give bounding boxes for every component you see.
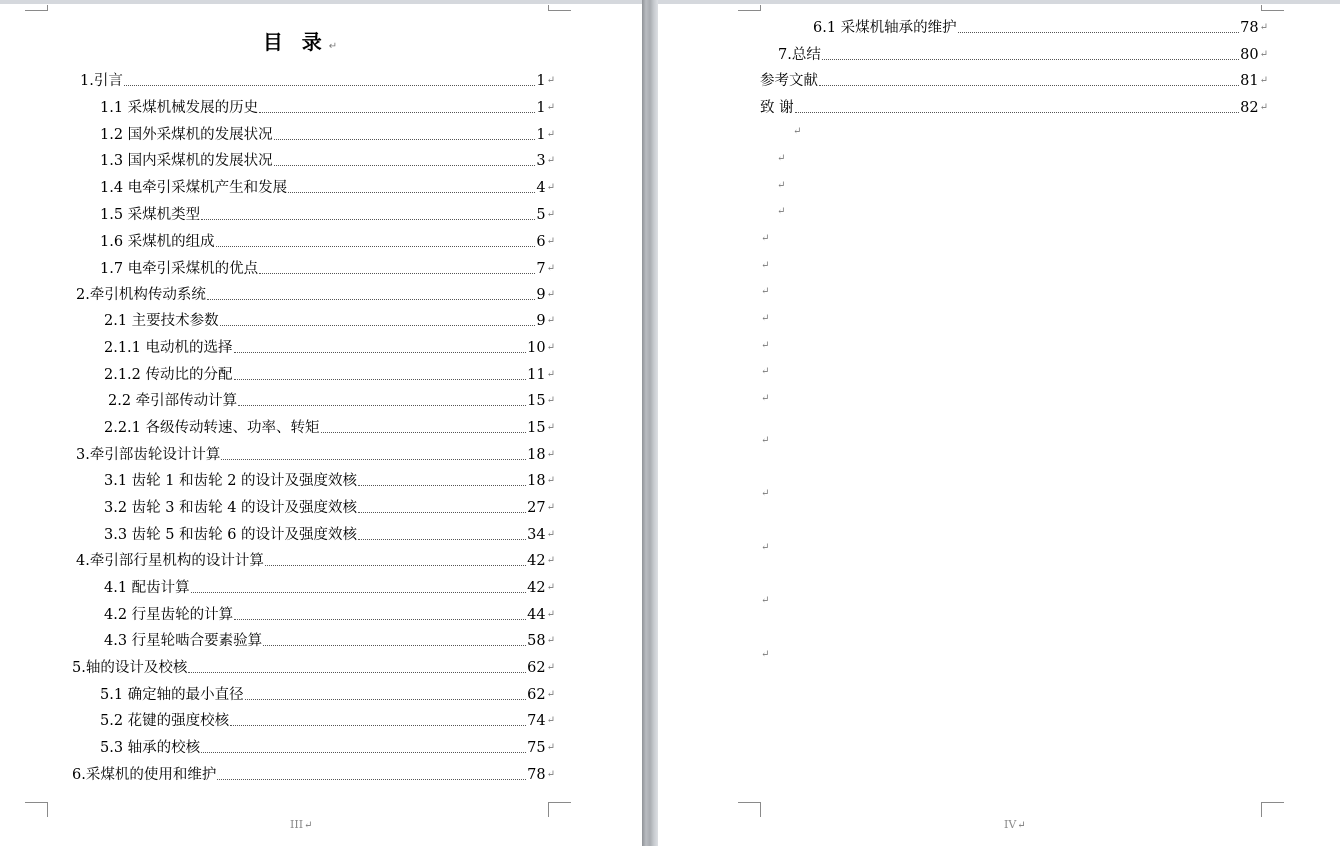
- toc-dot-leader: [188, 672, 526, 673]
- toc-entry-title: 1.3 国内采煤机的发展状况: [100, 153, 273, 169]
- paragraph-mark-icon: ↵: [546, 342, 555, 353]
- paragraph-mark-icon: ↵: [546, 129, 555, 140]
- toc-entry-title: 1.2 国外采煤机的发展状况: [100, 127, 273, 143]
- toc-entry-page: 44: [527, 607, 546, 623]
- footer-page-number: IV: [1004, 818, 1017, 831]
- toc-entry-title: 1.7 电牵引采煤机的优点: [100, 261, 259, 277]
- toc-entry[interactable]: [76, 285, 555, 305]
- toc-entry-title: 3.3 齿轮 5 和齿轮 6 的设计及强度效核: [104, 527, 358, 543]
- toc-entry-page: 62: [527, 687, 546, 703]
- paragraph-mark-icon: ↵: [304, 820, 313, 831]
- paragraph-mark-icon: ↵: [1017, 820, 1026, 831]
- toc-entry-page: 1: [536, 73, 546, 89]
- toc-entry-page: 3: [536, 153, 546, 169]
- paragraph-mark-icon: ↵: [761, 595, 770, 606]
- document-page-iii[interactable]: [0, 5, 642, 846]
- paragraph-mark-icon: ↵: [546, 369, 555, 380]
- toc-entry[interactable]: [72, 658, 555, 678]
- paragraph-mark-icon: ↵: [546, 529, 555, 540]
- toc-entry[interactable]: [813, 18, 1268, 38]
- toc-entry-title: 4.3 行星轮啮合要素验算: [104, 633, 263, 649]
- toc-dot-leader: [795, 112, 1240, 113]
- toc-entry[interactable]: [100, 151, 555, 171]
- toc-entry-title: 2.1 主要技术参数: [104, 313, 219, 329]
- toc-dot-leader: [230, 725, 526, 726]
- paragraph-mark-icon: ↵: [761, 260, 770, 271]
- toc-entry[interactable]: [104, 311, 555, 331]
- toc-entry-page: 6: [536, 234, 546, 250]
- toc-entry[interactable]: [100, 178, 555, 198]
- paragraph-mark-icon: ↵: [761, 286, 770, 297]
- toc-entry[interactable]: [104, 525, 555, 545]
- paragraph-mark-icon: ↵: [761, 366, 770, 377]
- paragraph-mark-icon: ↵: [546, 689, 555, 700]
- toc-dot-leader: [259, 112, 535, 113]
- toc-dot-leader: [221, 459, 526, 460]
- paragraph-mark-icon: ↵: [546, 662, 555, 673]
- toc-dot-leader: [321, 432, 527, 433]
- toc-entry[interactable]: [104, 605, 555, 625]
- toc-entry-title: 4.1 配齿计算: [104, 580, 190, 596]
- toc-dot-leader: [263, 645, 526, 646]
- footer-page-number: III: [290, 818, 304, 831]
- toc-entry-page: 7: [536, 261, 546, 277]
- toc-entry-page: 75: [527, 740, 546, 756]
- toc-entry[interactable]: [80, 71, 555, 91]
- toc-entry[interactable]: [778, 45, 1268, 65]
- toc-entry-page: 81: [1240, 73, 1259, 89]
- paragraph-mark-icon: ↵: [1259, 102, 1268, 113]
- paragraph-mark-icon: ↵: [546, 102, 555, 113]
- toc-dot-leader: [819, 85, 1239, 86]
- toc-entry-title: 2.1.1 电动机的选择: [104, 340, 233, 356]
- toc-entry-page: 1: [536, 127, 546, 143]
- toc-entry[interactable]: [100, 232, 555, 252]
- toc-entry-page: 80: [1240, 47, 1259, 63]
- toc-entry[interactable]: [76, 445, 555, 465]
- paragraph-mark-icon: ↵: [761, 393, 770, 404]
- toc-dot-leader: [358, 485, 526, 486]
- page-gap: [642, 0, 658, 846]
- toc-dot-leader: [274, 165, 536, 166]
- toc-dot-leader: [217, 779, 526, 780]
- toc-dot-leader: [822, 59, 1239, 60]
- document-page-iv[interactable]: [658, 5, 1340, 846]
- toc-entry-title: 3.1 齿轮 1 和齿轮 2 的设计及强度效核: [104, 473, 358, 489]
- toc-entry-page: 9: [536, 313, 546, 329]
- toc-entry-title: 4.牵引部行星机构的设计计算: [76, 553, 264, 569]
- toc-entry[interactable]: [104, 365, 555, 385]
- toc-entry-title: 5.1 确定轴的最小直径: [100, 687, 244, 703]
- paragraph-mark-icon: ↵: [546, 263, 555, 274]
- toc-entry-page: 10: [527, 340, 546, 356]
- toc-entry[interactable]: [100, 259, 555, 279]
- toc-entry-page: 1: [536, 100, 546, 116]
- crop-mark-bottom-right: [1261, 802, 1284, 817]
- paragraph-mark-icon: ↵: [546, 289, 555, 300]
- toc-entry[interactable]: [108, 391, 555, 411]
- toc-dot-leader: [288, 192, 535, 193]
- toc-entry[interactable]: [100, 205, 555, 225]
- toc-dot-leader: [201, 219, 535, 220]
- paragraph-mark-icon: ↵: [546, 502, 555, 513]
- toc-dot-leader: [234, 619, 526, 620]
- paragraph-mark-icon: ↵: [546, 315, 555, 326]
- toc-entry-title: 1.引言: [80, 73, 123, 89]
- paragraph-mark-icon: ↵: [761, 649, 770, 660]
- paragraph-mark-icon: ↵: [1259, 49, 1268, 60]
- paragraph-mark-icon: ↵: [777, 206, 786, 217]
- crop-mark-bottom-left: [25, 802, 48, 817]
- paragraph-mark-icon: ↵: [761, 488, 770, 499]
- toc-entry-page: 42: [527, 580, 546, 596]
- toc-entry-title: 2.牵引机构传动系统: [76, 287, 206, 303]
- toc-entry-title: 3.2 齿轮 3 和齿轮 4 的设计及强度效核: [104, 500, 358, 516]
- toc-entry-title: 7.总结: [778, 47, 821, 63]
- paragraph-mark-icon: ↵: [546, 582, 555, 593]
- toc-dot-leader: [191, 592, 526, 593]
- crop-mark-top-right: [1261, 5, 1284, 11]
- toc-entry-title: 1.6 采煤机的组成: [100, 234, 215, 250]
- toc-entry-page: 27: [527, 500, 546, 516]
- toc-entry[interactable]: [104, 631, 555, 651]
- paragraph-mark-icon: ↵: [761, 340, 770, 351]
- toc-entry-page: 42: [527, 553, 546, 569]
- toc-dot-leader: [958, 32, 1239, 33]
- toc-entry-title: 2.2 牵引部传动计算: [108, 393, 238, 409]
- paragraph-mark-icon: ↵: [546, 182, 555, 193]
- paragraph-mark-icon: ↵: [546, 209, 555, 220]
- toc-dot-leader: [265, 565, 526, 566]
- page-number-footer: [1004, 818, 1026, 831]
- toc-dot-leader: [207, 299, 536, 300]
- toc-entry-page: 5: [536, 207, 546, 223]
- paragraph-mark-icon: ↵: [546, 422, 555, 433]
- toc-entry[interactable]: [100, 738, 555, 758]
- toc-entry-page: 34: [527, 527, 546, 543]
- toc-entry-title: 4.2 行星齿轮的计算: [104, 607, 234, 623]
- toc-entry-title: 6.1 采煤机轴承的维护: [813, 20, 957, 36]
- paragraph-mark-icon: ↵: [546, 635, 555, 646]
- toc-entry-title: 2.2.1 各级传动转速、功率、转矩: [104, 420, 320, 436]
- toc-entry[interactable]: [100, 98, 555, 118]
- paragraph-mark-icon: ↵: [546, 769, 555, 780]
- toc-entry[interactable]: [72, 765, 555, 785]
- toc-entry-page: 58: [527, 633, 546, 649]
- toc-dot-leader: [245, 699, 526, 700]
- toc-dot-leader: [274, 139, 536, 140]
- toc-entry-page: 4: [536, 180, 546, 196]
- paragraph-mark-icon: ↵: [546, 449, 555, 460]
- paragraph-mark-icon: ↵: [777, 180, 786, 191]
- page-number-footer: [290, 818, 312, 831]
- paragraph-mark-icon: ↵: [761, 233, 770, 244]
- toc-entry[interactable]: [760, 71, 1268, 91]
- toc-entry-page: 15: [527, 420, 546, 436]
- toc-dot-leader: [238, 405, 526, 406]
- paragraph-mark-icon: ↵: [761, 313, 770, 324]
- toc-entry[interactable]: [100, 685, 555, 705]
- toc-entry-page: 18: [527, 447, 546, 463]
- toc-heading: [0, 26, 600, 55]
- toc-entry[interactable]: [104, 498, 555, 518]
- crop-mark-top-right: [548, 5, 571, 11]
- toc-entry-title: 参考文献: [760, 73, 818, 89]
- toc-entry-page: 15: [527, 393, 546, 409]
- paragraph-mark-icon: ↵: [546, 715, 555, 726]
- toc-entry-title: 5.2 花键的强度校核: [100, 713, 230, 729]
- toc-entry-page: 78: [1240, 20, 1259, 36]
- crop-mark-bottom-left: [738, 802, 761, 817]
- toc-dot-leader: [220, 325, 536, 326]
- toc-entry-title: 5.轴的设计及校核: [72, 660, 188, 676]
- toc-entry[interactable]: [104, 418, 555, 438]
- toc-entry-title: 1.1 采煤机械发展的历史: [100, 100, 259, 116]
- paragraph-mark-icon: ↵: [546, 742, 555, 753]
- paragraph-mark-icon: ↵: [328, 41, 338, 52]
- paragraph-mark-icon: ↵: [1259, 75, 1268, 86]
- toc-entry-title: 5.3 轴承的校核: [100, 740, 201, 756]
- crop-mark-top-left: [25, 5, 48, 11]
- paragraph-mark-icon: ↵: [1259, 22, 1268, 33]
- toc-dot-leader: [234, 379, 527, 380]
- toc-dot-leader: [216, 246, 536, 247]
- paragraph-mark-icon: ↵: [761, 542, 770, 553]
- toc-dot-leader: [358, 539, 526, 540]
- toc-entry-title: 致 谢: [760, 100, 794, 116]
- toc-entry-page: 82: [1240, 100, 1259, 116]
- toc-entry[interactable]: [104, 471, 555, 491]
- paragraph-mark-icon: ↵: [793, 126, 802, 137]
- toc-dot-leader: [124, 85, 536, 86]
- toc-dot-leader: [358, 512, 526, 513]
- crop-mark-top-left: [738, 5, 761, 11]
- paragraph-mark-icon: ↵: [546, 155, 555, 166]
- toc-entry[interactable]: [100, 711, 555, 731]
- paragraph-mark-icon: ↵: [761, 435, 770, 446]
- toc-entry[interactable]: [760, 98, 1268, 118]
- toc-entry-page: 62: [527, 660, 546, 676]
- toc-entry[interactable]: [104, 338, 555, 358]
- paragraph-mark-icon: ↵: [546, 475, 555, 486]
- toc-dot-leader: [201, 752, 526, 753]
- toc-entry[interactable]: [76, 551, 555, 571]
- toc-entry[interactable]: [100, 125, 555, 145]
- toc-dot-leader: [259, 273, 535, 274]
- paragraph-mark-icon: ↵: [546, 609, 555, 620]
- toc-entry-title: 1.5 采煤机类型: [100, 207, 201, 223]
- toc-dot-leader: [234, 352, 527, 353]
- window-top-border: [0, 0, 1340, 4]
- toc-entry-page: 18: [527, 473, 546, 489]
- toc-entry-page: 78: [527, 767, 546, 783]
- toc-entry-title: 6.采煤机的使用和维护: [72, 767, 217, 783]
- paragraph-mark-icon: ↵: [546, 75, 555, 86]
- toc-entry-title: 1.4 电牵引采煤机产生和发展: [100, 180, 288, 196]
- paragraph-mark-icon: ↵: [546, 555, 555, 566]
- toc-entry-page: 74: [527, 713, 546, 729]
- paragraph-mark-icon: ↵: [546, 236, 555, 247]
- toc-heading-text: 目 录: [262, 30, 328, 54]
- toc-entry-title: 2.1.2 传动比的分配: [104, 367, 233, 383]
- paragraph-mark-icon: ↵: [777, 153, 786, 164]
- toc-entry-title: 3.牵引部齿轮设计计算: [76, 447, 221, 463]
- toc-entry-page: 11: [527, 367, 546, 383]
- toc-entry-page: 9: [536, 287, 546, 303]
- toc-entry[interactable]: [104, 578, 555, 598]
- paragraph-mark-icon: ↵: [546, 395, 555, 406]
- crop-mark-bottom-right: [548, 802, 571, 817]
